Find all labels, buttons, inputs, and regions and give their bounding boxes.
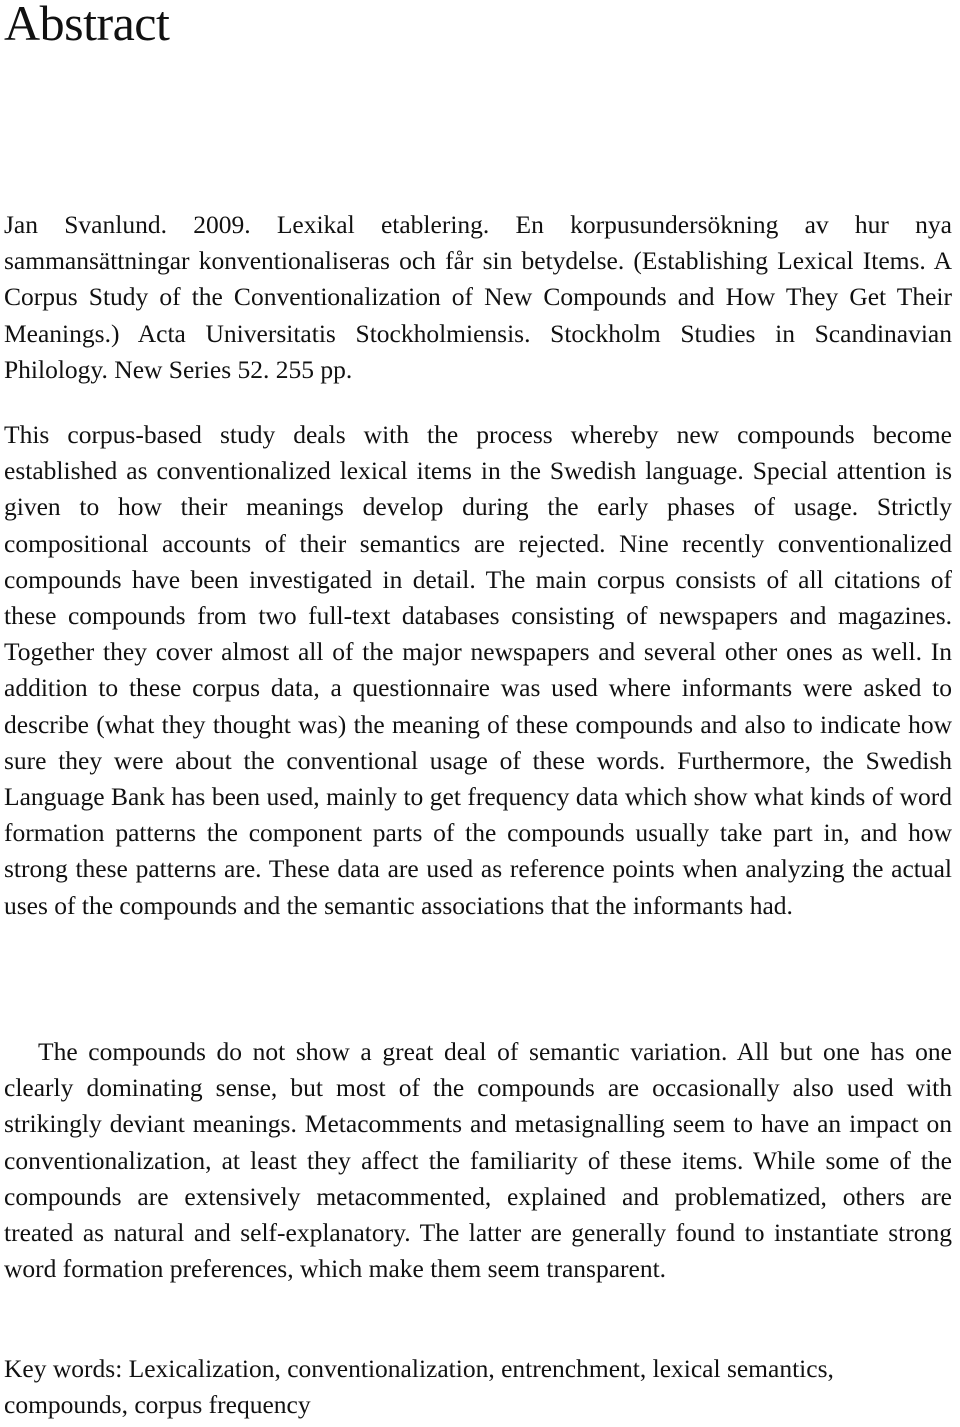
abstract-paragraph-2: The compounds do not show a great deal of semantic variation. All but one has one clearly dominating sense, but most of the compounds are occasionally also used with strikingly deviant meanings. Metacomments and metasignalling seem to have an impact on conventionalization, at least they affect the familiarity of these items. While some of the compounds are extensively metacommented, explained and problematized, others are treated as natural and self-explanatory. The latter are generally found to instantiate strong word formation preferences, which make them seem transparent. [4, 1037, 952, 1284]
abstract-paragraph-1: This corpus-based study deals with the process whereby new compounds become established as conventionalized lexical items in the Swedish language. Special attention is given to how their meanings develop during the early phases of usage. Strictly compositional accounts of their semantics are rejected. Nine recently conventionalized compounds have been investigated in detail. The main corpus consists of all citations of these compounds from two full-text databases consisting of newspapers and magazines. Together they cover almost all of the major newspapers and several other ones as well. In addition to these corpus data, a questionnaire was used where informants were asked to describe (what they thought was) the meaning of these compounds and also to indicate how sure they were about the conventional usage of these words. Furthermore, the Swedish Language Bank has been used, mainly to get frequency data which show what kinds of word formation patterns the component parts of the compounds usually take part in, and how strong these patterns are. These data are used as reference points when analyzing the actual uses of the compounds and the semantic associations that the informants had. [4, 420, 952, 920]
keywords: Key words: Lexicalization, conventionalization, entrenchment, lexical semantics, compounds, corpus frequency [4, 1354, 834, 1420]
bibliographic-citation: Jan Svanlund. 2009. Lexikal etablering. En korpusundersökning av hur nya sammansättningar konventionaliseras och får sin betydelse. (Establishing Lexical Items. A Corpus Study of the Conventionalization of New Compounds and How They Get Their Meanings.) Acta Universitatis Stockholmiensis. Stockholm Studies in Scandinavian Philology. New Series 52. 255 pp. [4, 210, 952, 384]
page-title: Abstract [4, 0, 170, 51]
